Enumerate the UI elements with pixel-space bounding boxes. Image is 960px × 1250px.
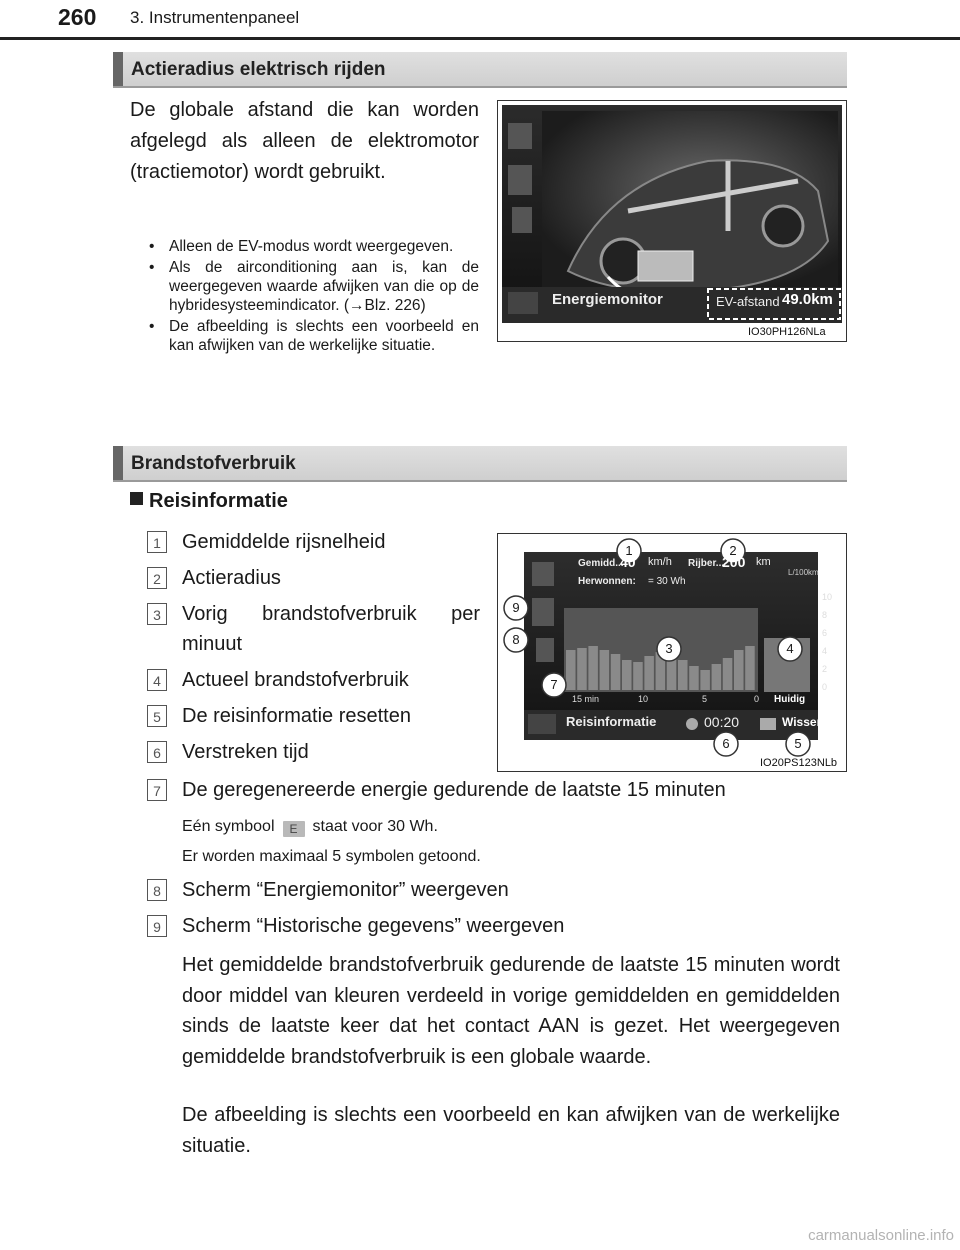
- item-number: 7: [147, 779, 167, 801]
- clock-icon: [686, 718, 698, 730]
- y-tick: 10: [822, 592, 833, 602]
- consumption-bar: [588, 646, 598, 690]
- avg-speed-value: 40: [620, 554, 636, 570]
- item-number: 2: [147, 567, 167, 589]
- section-heading-ev-range: [113, 52, 847, 88]
- flag-icon: [532, 562, 554, 586]
- regen-note: Eén symbool E staat voor 30 Wh.: [182, 818, 438, 836]
- bullet-item: • De afbeelding is slechts een voorbeeld en kan afwijken van de werkelijke situatie.: [149, 318, 479, 354]
- subheading: Reisinformatie: [130, 490, 288, 513]
- example-disclaimer: De afbeelding is slechts een voorbeeld en kan afwijken van de werkelijke situatie.: [182, 1104, 840, 1157]
- consumption-bar: [723, 658, 733, 690]
- item-number: 3: [147, 603, 167, 625]
- consumption-unit: L/100km: [788, 568, 819, 577]
- item-number: 4: [147, 669, 167, 691]
- item-number: 1: [147, 531, 167, 553]
- range-value: 200: [722, 554, 746, 570]
- battery-icon: [536, 638, 554, 662]
- callout-number: 3: [665, 641, 673, 656]
- y-tick: 2: [822, 664, 828, 674]
- battery-icon: [512, 207, 532, 233]
- item-text: Scherm “Historische gegevens” weergeven: [182, 915, 565, 937]
- y-tick: 6: [822, 628, 828, 638]
- ev-range-label: EV-afstand: [716, 294, 780, 309]
- item-text: De geregenereerde energie gedurende de laatste 15 minuten: [182, 779, 726, 801]
- elapsed-time: 00:20: [704, 714, 740, 730]
- avg-speed-unit: km/h: [648, 556, 672, 568]
- y-axis-ticks: [822, 588, 832, 696]
- screen-title: Reisinformatie: [566, 714, 657, 729]
- figure-id: IO30PH126NLa: [748, 326, 826, 338]
- callout-number: 4: [786, 641, 794, 656]
- consumption-bar: [712, 664, 722, 690]
- consumption-bar: [700, 670, 710, 690]
- item-text: Verstreken tijd: [182, 741, 309, 763]
- consumption-bar: [622, 660, 632, 690]
- regen-value: = 30 Wh: [648, 576, 686, 587]
- trip-info-figure: [497, 533, 847, 772]
- square-bullet-icon: [130, 492, 143, 505]
- consumption-bar: [734, 650, 744, 690]
- back-icon: [528, 714, 556, 734]
- callout-number: 5: [794, 736, 802, 751]
- item-text: Vorig brandstofverbruik per minuut: [182, 603, 480, 655]
- ev-range-bullets: [147, 237, 479, 357]
- item-text: De reisinformatie resetten: [182, 705, 411, 727]
- callout-number: 2: [729, 543, 737, 558]
- back-icon: [508, 292, 538, 314]
- item-number: 8: [147, 879, 167, 901]
- bullet-item: • Als de airconditioning aan is, kan de weergegeven waarde afwijken van die op de hybridesysteemindicator. (→Blz. 226): [149, 259, 479, 314]
- screen-title: Energiemonitor: [552, 291, 663, 308]
- fuel-pump-icon: [508, 165, 532, 195]
- callout-number: 1: [625, 543, 633, 558]
- section-title: Brandstofverbruik: [131, 453, 296, 474]
- avg-speed-label: Gemidd...: [578, 558, 624, 569]
- energy-symbol-icon: E: [283, 821, 305, 837]
- item-text: Actueel brandstofverbruik: [182, 669, 409, 691]
- y-tick: 4: [822, 646, 828, 656]
- bullet-item: • Alleen de EV-modus wordt weergegeven.: [149, 238, 454, 255]
- chapter-title: 3. Instrumentenpaneel: [130, 8, 300, 27]
- regen-label: Herwonnen:: [578, 576, 636, 587]
- consumption-bar: [633, 662, 643, 690]
- reset-button[interactable]: Wissen: [782, 715, 824, 729]
- item-number: 5: [147, 705, 167, 727]
- reset-icon: [760, 718, 776, 730]
- section-title: Actieradius elektrisch rijden: [131, 59, 386, 80]
- item-text: Scherm “Energiemonitor” weergeven: [182, 879, 509, 901]
- y-tick: 0: [822, 682, 828, 692]
- consumption-bar: [566, 650, 576, 690]
- section-heading-fuel: [113, 446, 847, 482]
- current-label: Huidig: [774, 694, 806, 705]
- consumption-bar: [611, 654, 621, 690]
- range-label: Rijber...: [688, 558, 725, 569]
- item-text: Actieradius: [182, 567, 281, 589]
- y-tick: 8: [822, 610, 828, 620]
- watermark: carmanualsonline.info: [808, 1227, 954, 1244]
- x-tick: 5: [702, 694, 708, 704]
- callout-number: 7: [550, 677, 558, 692]
- flag-icon: [508, 123, 532, 149]
- item-number: 6: [147, 741, 167, 763]
- page-number: 260: [58, 4, 97, 30]
- callout-number: 9: [512, 600, 520, 615]
- consumption-bar: [689, 666, 699, 690]
- callout-number: 8: [512, 632, 520, 647]
- header-rule: [0, 37, 960, 40]
- x-tick: 10: [638, 694, 649, 704]
- figure-id: IO20PS123NLb: [760, 757, 838, 769]
- energy-monitor-figure: [497, 100, 847, 342]
- consumption-bar: [678, 660, 688, 690]
- ev-range-value: 49.0km: [782, 291, 833, 308]
- item-number: 9: [147, 915, 167, 937]
- consumption-bar: [577, 648, 587, 690]
- consumption-bar: [644, 656, 654, 690]
- callout-number: 6: [722, 736, 730, 751]
- consumption-bar: [600, 650, 610, 690]
- regen-note-max: Er worden maximaal 5 symbolen getoond.: [182, 848, 481, 865]
- consumption-bar: [745, 646, 755, 690]
- x-tick: 15 min: [572, 694, 600, 704]
- range-unit: km: [756, 556, 771, 568]
- ev-range-intro: De globale afstand die kan worden afgelegd als alleen de elektromotor (tractiemotor) wordt gebruikt.: [130, 99, 479, 183]
- x-tick: 0: [754, 694, 760, 704]
- fuel-pump-icon: [532, 598, 554, 626]
- avg-consumption-paragraph: Het gemiddelde brandstofverbruik gedurende de laatste 15 minuten wordt door middel van kleuren verdeeld in vorige gemiddelden en gemiddelden sinds de laatste keer dat het contact AAN is gezet. Het weergegeven gemiddelde brandstofverbruik is een globale waarde.: [182, 954, 840, 1068]
- item-text: Gemiddelde rijsnelheid: [182, 531, 386, 553]
